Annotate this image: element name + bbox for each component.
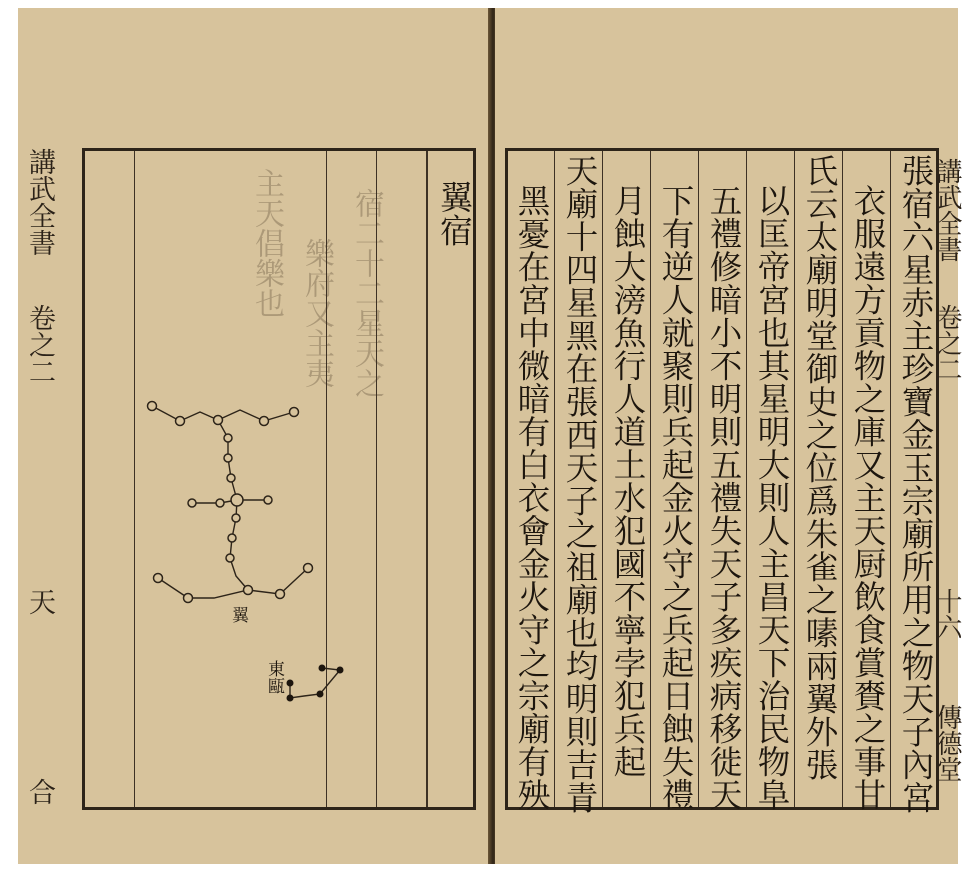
star-label: 東甌 [264, 660, 284, 694]
text-column: 下有逆人就聚則兵起金火守之兵起日蝕失禮 [657, 184, 695, 811]
star-point [214, 416, 223, 425]
margin-bottom: 天 [24, 588, 55, 615]
asterism-line [230, 500, 248, 590]
star-point [226, 554, 234, 562]
star-point [276, 590, 285, 599]
star-point [188, 499, 196, 507]
text-column: 月蝕大滂魚行人道土水犯國不寧孛犯兵起 [609, 184, 647, 778]
text-column: 以匡帝宮也其星明大則人主昌天下治民物阜 [753, 184, 791, 811]
margin-title: 講武全書 [24, 148, 55, 256]
margin-volume: 卷之二 [24, 304, 55, 385]
star-point [154, 574, 163, 583]
star-point [224, 454, 232, 462]
text-column: 氏云太廟明堂御史之位爲朱雀之嗉兩翼外張 [801, 154, 839, 781]
star-point [231, 494, 243, 506]
margin-page-number: 十六 [932, 588, 962, 640]
right-page [495, 8, 962, 864]
asterism-line [290, 668, 340, 698]
star-point [232, 514, 240, 522]
star-chart [18, 8, 490, 864]
text-column: 五禮修暗小不明則五禮失天子多疾病移徙天 [705, 184, 743, 811]
margin-bottom: 合 [24, 778, 55, 805]
text-column: 黑憂在宮中微暗有白衣會金火守之宗廟有殃 [513, 184, 551, 811]
star-point [184, 594, 193, 603]
star-point [224, 434, 232, 442]
bleed-through-text: 宿二十二星天之 [349, 188, 384, 398]
bleed-through-text: 樂府又主夷 [299, 238, 334, 388]
star-point [287, 695, 294, 702]
margin-publisher: 傳德堂 [932, 704, 962, 782]
star-point [216, 499, 224, 507]
star-point [290, 408, 299, 417]
star-point [304, 564, 313, 573]
star-point [227, 474, 235, 482]
star-point [264, 496, 272, 504]
margin-title: 講武全書 [932, 158, 962, 262]
star-point [337, 667, 344, 674]
left-page [18, 8, 490, 864]
asterism-line [192, 500, 268, 503]
star-point [319, 665, 326, 672]
text-column: 天廟十四星黑在張西天子之祖廟也均明則吉青 [561, 154, 599, 814]
star-point [317, 691, 324, 698]
margin-volume: 卷之二 [932, 304, 962, 382]
bleed-through-text: 主天倡樂也 [249, 168, 284, 318]
star-point [228, 534, 236, 542]
text-column: 張宿六星赤主珍寶金玉宗廟所用之物天子內宮 [897, 154, 935, 814]
star-point [260, 417, 269, 426]
star-point [176, 417, 185, 426]
star-label: 翼 [228, 606, 248, 623]
section-heading: 翼宿 [435, 180, 474, 247]
asterism-line [158, 568, 308, 598]
text-column: 衣服遠方貢物之庫又主天厨飲食賞賚之事甘 [849, 184, 887, 811]
star-point [244, 586, 253, 595]
star-point [287, 680, 294, 687]
star-point [148, 402, 157, 411]
